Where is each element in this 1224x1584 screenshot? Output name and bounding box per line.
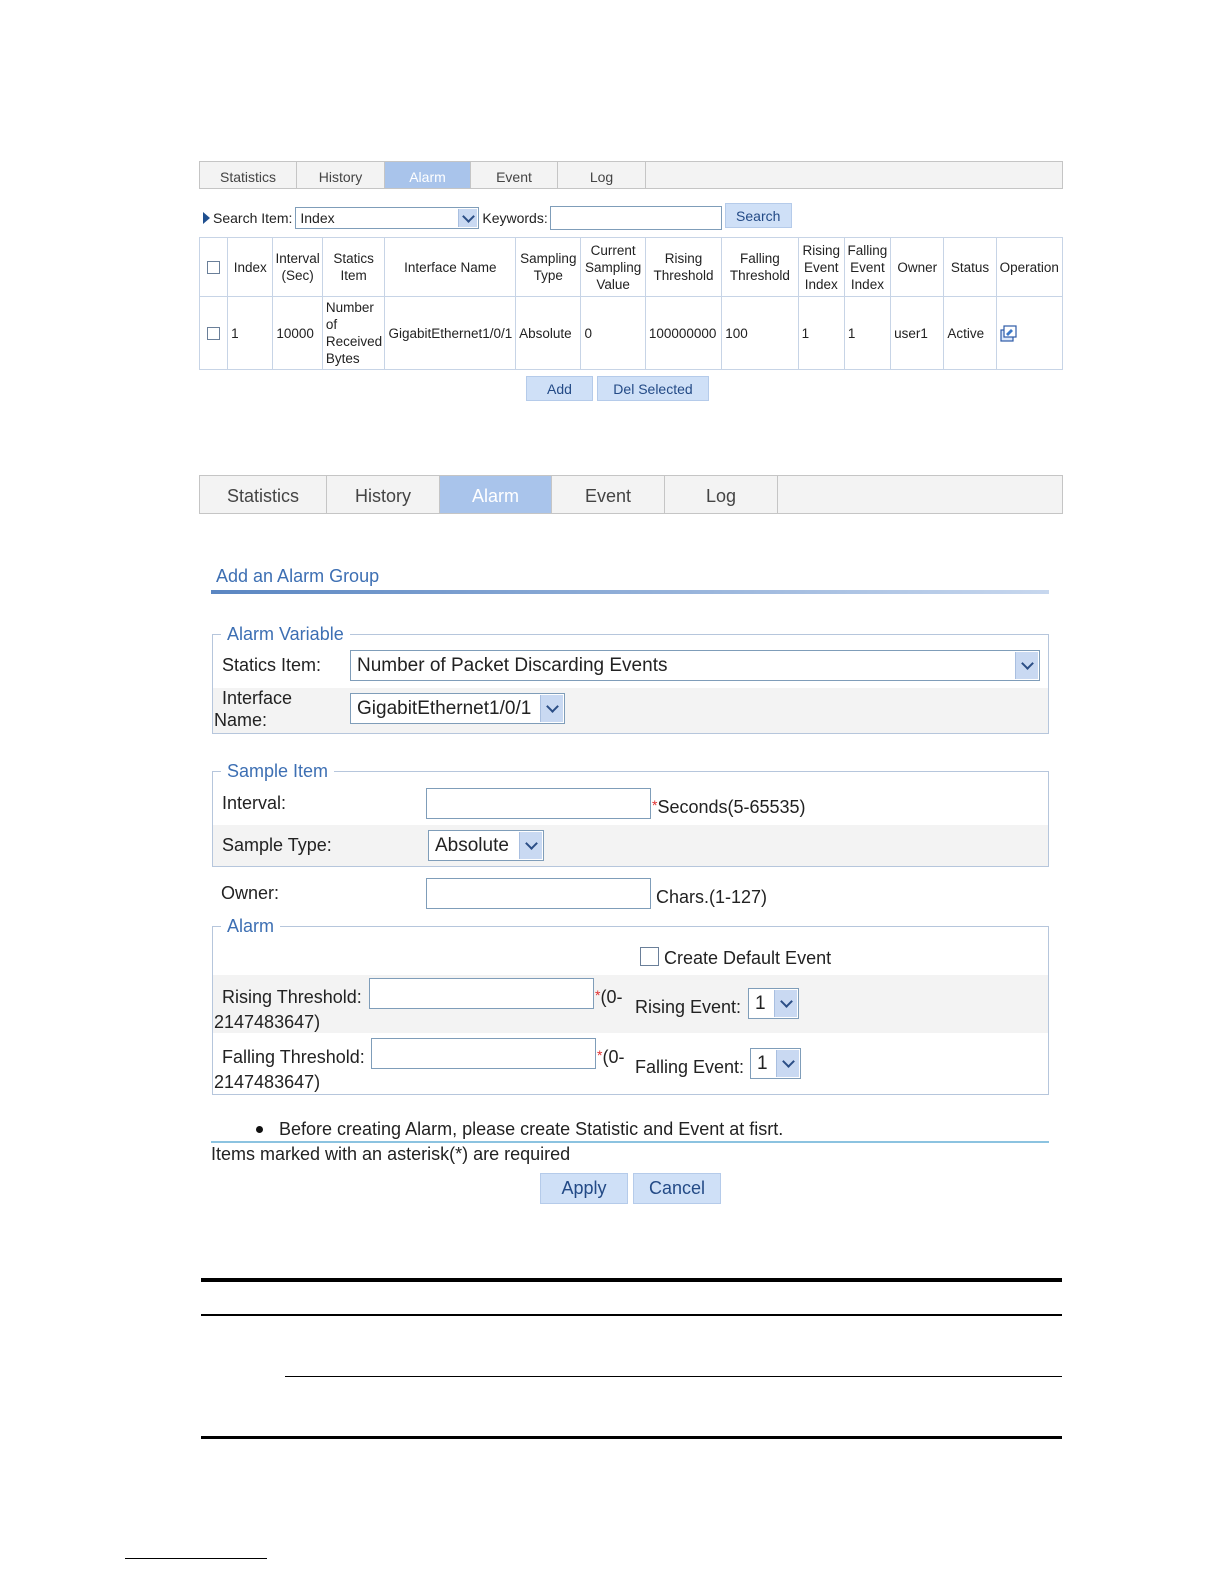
cell-owner: user1 (891, 297, 944, 370)
header-falling-threshold: Falling Threshold (722, 238, 798, 297)
create-default-event-label: Create Default Event (664, 948, 832, 968)
chevron-down-icon[interactable] (776, 1050, 799, 1077)
falling-range-end: 2147483647) (214, 1072, 321, 1092)
falling-threshold-label: Falling Threshold: (222, 1047, 365, 1067)
falling-event-label: Falling Event: (635, 1057, 745, 1077)
falling-threshold-input[interactable] (371, 1038, 596, 1069)
rising-range-start: (0- (600, 987, 623, 1007)
select-all-checkbox[interactable] (207, 261, 220, 274)
search-item-value: Index (300, 210, 335, 226)
tab-alarm[interactable]: Alarm (440, 476, 552, 513)
tab-alarm[interactable]: Alarm (385, 162, 471, 188)
alarm-legend: Alarm (227, 916, 275, 936)
rising-event-select[interactable] (748, 988, 799, 1019)
search-bar (203, 205, 792, 231)
cell-current-value: 0 (581, 297, 645, 370)
required-note: Items marked with an asterisk(*) are required (211, 1144, 571, 1164)
cell-status: Active (944, 297, 996, 370)
rising-threshold-label: Rising Threshold: (222, 987, 362, 1007)
chevron-down-icon[interactable] (519, 832, 542, 859)
del-selected-button[interactable]: Del Selected (597, 376, 709, 401)
sample-type-label: Sample Type: (222, 835, 332, 855)
header-sampling-type: Sampling Type (516, 238, 581, 297)
falling-range-start: (0- (602, 1047, 625, 1067)
header-rising-event: Rising Event Index (798, 238, 844, 297)
interface-name-label-line1: Interface (222, 688, 293, 708)
add-button[interactable]: Add (526, 376, 593, 401)
cell-falling-event: 1 (844, 297, 890, 370)
cell-falling-threshold: 100 (722, 297, 798, 370)
sample-type-value: Absolute (435, 834, 509, 856)
rising-range-end: 2147483647) (214, 1012, 321, 1032)
header-falling-event: Falling Event Index (844, 238, 890, 297)
cell-statics-item: Number of Received Bytes (322, 297, 385, 370)
tab-log[interactable]: Log (558, 162, 646, 188)
interface-name-value: GigabitEthernet1/0/1 (357, 697, 532, 719)
sample-item-legend: Sample Item (227, 761, 329, 781)
title-divider (211, 590, 1049, 594)
tab-event[interactable]: Event (471, 162, 558, 188)
tab-history[interactable]: History (327, 476, 440, 513)
table-row (200, 297, 1063, 370)
page-title: Add an Alarm Group (216, 566, 380, 586)
owner-input[interactable] (426, 878, 651, 909)
statics-item-label: Statics Item: (222, 655, 322, 675)
header-statics-item: Statics Item (322, 238, 385, 297)
keywords-input[interactable] (550, 206, 722, 230)
note-divider (211, 1141, 1049, 1143)
doc-table-bottom-rule (201, 1436, 1062, 1439)
alarm-variable-legend: Alarm Variable (227, 624, 344, 644)
tab-event[interactable]: Event (552, 476, 665, 513)
doc-table-top-rule (201, 1278, 1062, 1282)
bullet-icon (256, 1126, 263, 1133)
cancel-button[interactable]: Cancel (633, 1173, 721, 1204)
required-asterisk: * (595, 987, 601, 1003)
owner-hint: Chars.(1-127) (656, 887, 768, 907)
statics-item-select[interactable] (350, 650, 1040, 681)
create-default-event-checkbox[interactable] (640, 947, 659, 966)
prerequisite-note: Before creating Alarm, please create Statistic and Event at fisrt. (279, 1119, 784, 1139)
required-asterisk: * (652, 797, 658, 813)
rising-event-value: 1 (755, 992, 766, 1014)
falling-event-select[interactable] (750, 1048, 801, 1079)
footnote-rule (125, 1558, 267, 1559)
cell-interval: 10000 (273, 297, 323, 370)
sample-type-select[interactable] (428, 830, 544, 861)
cell-rising-threshold: 100000000 (645, 297, 721, 370)
required-asterisk: * (597, 1047, 603, 1063)
header-rising-threshold: Rising Threshold (645, 238, 721, 297)
statics-item-value: Number of Packet Discarding Events (357, 654, 668, 676)
chevron-down-icon[interactable] (774, 990, 797, 1017)
search-button[interactable]: Search (725, 203, 792, 228)
table-header-row (200, 238, 1063, 297)
header-status: Status (944, 238, 996, 297)
keywords-label: Keywords: (482, 210, 548, 226)
interval-hint: Seconds(5-65535) (657, 797, 806, 817)
doc-table-row-rule (285, 1376, 1062, 1377)
header-operation: Operation (996, 238, 1062, 297)
header-interval: Interval (Sec) (273, 238, 323, 297)
list-tab-bar (199, 161, 1063, 189)
doc-table-header-rule (201, 1314, 1062, 1316)
chevron-down-icon[interactable] (540, 695, 563, 722)
tab-statistics[interactable]: Statistics (200, 162, 297, 188)
header-current-value: Current Sampling Value (581, 238, 645, 297)
interval-input[interactable] (426, 788, 651, 819)
owner-label: Owner: (221, 883, 280, 903)
apply-button[interactable]: Apply (540, 1173, 628, 1204)
header-index: Index (228, 238, 273, 297)
row-checkbox[interactable] (207, 327, 220, 340)
tab-history[interactable]: History (297, 162, 385, 188)
interface-name-label-line2: Name: (214, 710, 268, 730)
rising-event-label: Rising Event: (635, 997, 742, 1017)
cell-rising-event: 1 (798, 297, 844, 370)
cell-interface-name: GigabitEthernet1/0/1 (385, 297, 516, 370)
interface-name-select[interactable] (350, 693, 565, 724)
tab-statistics[interactable]: Statistics (200, 476, 327, 513)
alarm-table (199, 237, 1063, 370)
chevron-down-icon[interactable] (458, 209, 477, 227)
falling-event-value: 1 (757, 1052, 768, 1074)
cell-index: 1 (228, 297, 273, 370)
interval-label: Interval: (222, 793, 287, 813)
search-item-select[interactable] (295, 207, 479, 229)
header-owner: Owner (891, 238, 944, 297)
expand-triangle-icon (203, 212, 210, 224)
cell-sampling-type: Absolute (516, 297, 581, 370)
rising-threshold-input[interactable] (369, 978, 594, 1009)
edit-icon[interactable] (1000, 325, 1017, 342)
form-tab-bar (199, 475, 1063, 514)
chevron-down-icon[interactable] (1015, 652, 1038, 679)
tab-log[interactable]: Log (665, 476, 778, 513)
header-interface-name: Interface Name (385, 238, 516, 297)
search-item-label: Search Item: (213, 210, 293, 226)
